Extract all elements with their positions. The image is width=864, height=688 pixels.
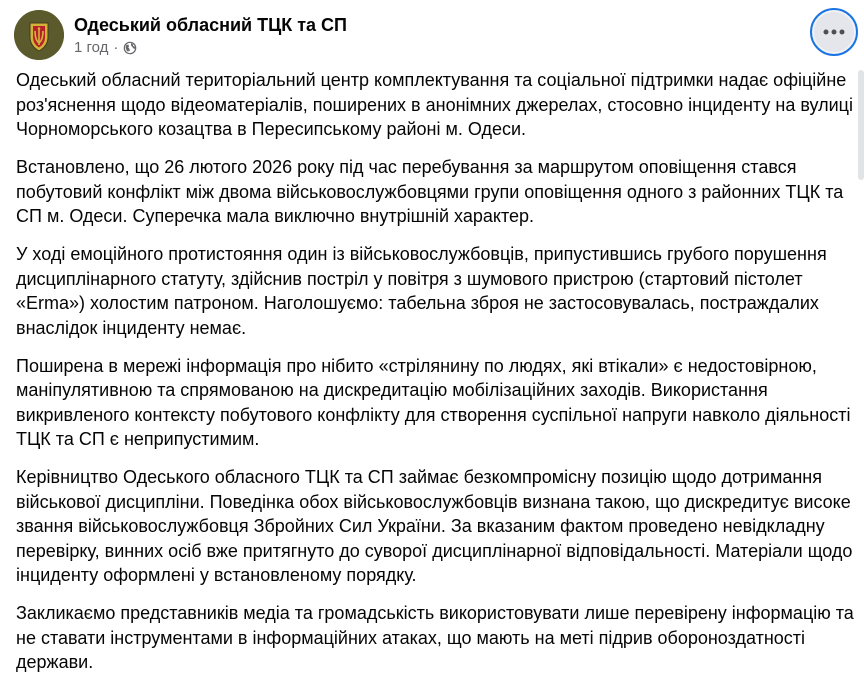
post-header xyxy=(14,10,347,60)
post-paragraph-1: Одеський обласний територіальний центр комплектування та соціальної підтримки надає офіційне роз'яснення щодо відеоматеріалів, поширених в анонімних джерелах, стосовно інциденту на вулиці Чорноморського козацтва в Пересипському районі м. Одеси. xyxy=(16,70,853,139)
emblem-icon xyxy=(14,10,64,60)
more-options-button[interactable] xyxy=(810,8,858,56)
post-body xyxy=(16,68,862,688)
post-paragraph-6: Закликаємо представників медіа та громадськість використовувати лише перевірену інформацію та не ставати інструментами в інформаційних атаках, що мають на меті підрив обороноздатності держави. xyxy=(16,603,854,672)
page-name-link[interactable]: Одеський обласний ТЦК та СП xyxy=(74,14,347,35)
post-meta xyxy=(74,13,347,58)
post-paragraph-5: Керівництво Одеського обласного ТЦК та СП займає безкомпромісну позицію щодо дотримання військової дисципліни. Поведінка обох військовослужбовців визнана такою, що дискредитує високе звання військовослужбовця Збройних Сил України. За вказаним фактом проведено невідкладну перевірку, винних осіб вже притягнуто до суворої дисциплінарної відповідальності. Матеріали щодо інциденту оформлені у встановленому порядку. xyxy=(16,467,853,585)
post-paragraph-3: У ході емоційного протистояння один із військовослужбовців, припустившись грубого порушення дисциплінарного статуту, здійснив постріл у повітря з шумового пристрою (стартовий пістолет «Erma») холостим патроном. Наголошуємо: табельна зброя не застосовувалась, постраждалих внаслідок інциденту немає. xyxy=(16,244,827,338)
globe-icon[interactable] xyxy=(123,41,137,55)
separator-dot: · xyxy=(113,38,119,56)
post-paragraph-4: Поширена в мережі інформація про нібито «стрілянину по людях, які втікали» є недостовірною, маніпулятивною та спрямованою на дискредитацію мобілізаційних заходів. Використання викривленого контексту побутового конфлікту для створення суспільної напруги навколо діяльності ТЦК та СП є неприпустимим. xyxy=(16,355,851,449)
avatar[interactable] xyxy=(14,10,64,60)
more-horizontal-icon xyxy=(823,29,845,35)
post-paragraph-2: Встановлено, що 26 лютого 2026 року під час перебування за маршрутом оповіщення стався побутовий конфлікт між двома військовослужбовцями групи оповіщення одного з районних ТЦК та СП м. Одеси. Суперечка мала виключно внутрішній характер. xyxy=(16,157,844,226)
post-timestamp[interactable]: 1 год xyxy=(74,38,109,56)
post-subline xyxy=(74,38,347,58)
